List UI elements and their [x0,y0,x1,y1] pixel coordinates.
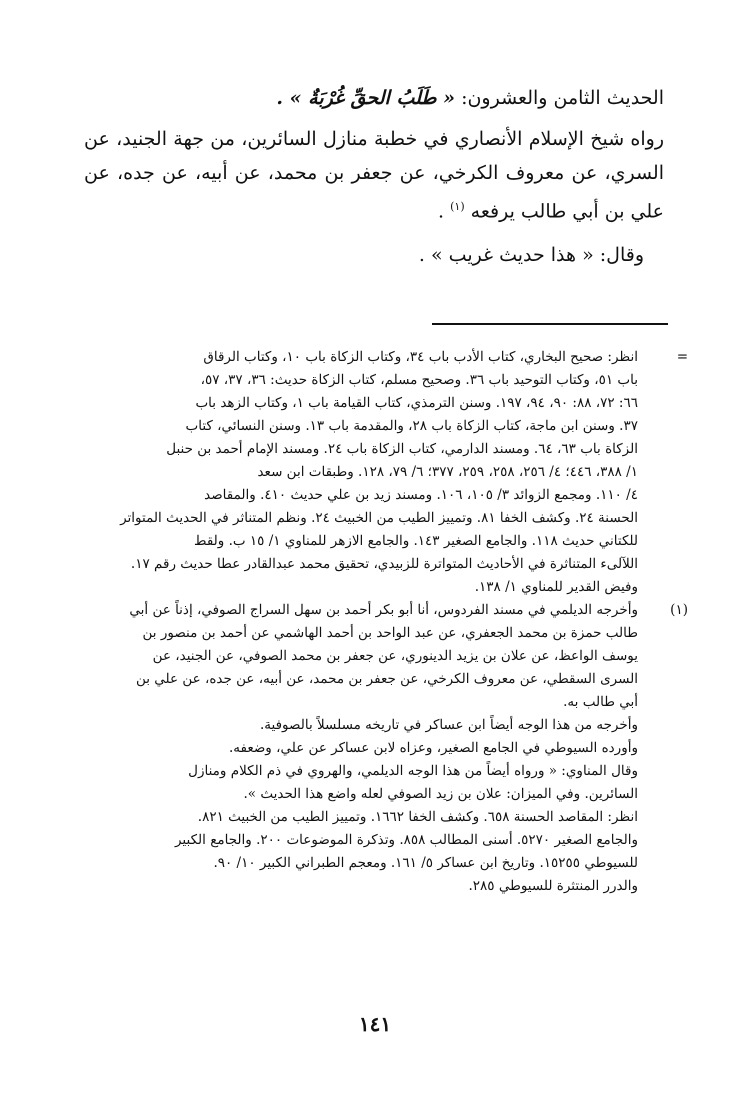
footnote-line: يوسف الواعظ، عن علان بن يزيد الدينوري، عن جعفر بن محمد الصوفي، عن الجنيد، عن [152,648,638,664]
footnote-1-number: (١) [670,602,688,618]
continuation-mark: = [676,349,688,365]
footnote-line: وأخرجه من هذا الوجه أيضاً ابن عساكر في تاريخه مسلسلاً بالصوفية. [259,717,638,733]
footnote-continuation [64,346,688,599]
footnote-1 [64,599,688,898]
footnote-line: وقال المناوي: « ورواه أيضاً من هذا الوجه الديلمي، والهروي في ذم الكلام ومنازل [188,763,638,779]
footnote-line: الزكاة باب ٦٣، ٦٤. ومسند الدارمي، كتاب الزكاة باب ٢٤. ومسند الإمام أحمد بن حنبل [166,441,638,457]
footnote-line: ١/ ٣٨٨، ٤٤٦؛ ٤/ ٢٥٦، ٢٥٨، ٢٥٩، ٣٧٧؛ ٦/ ٧٩، ١٢٨. وطبقات ابن سعد [257,464,638,480]
footnote-divider [432,323,668,325]
hadith-section [84,82,664,272]
narration-text: رواه شيخ الإسلام الأنصاري في خطبة منازل السائرين، من جهة الجنيد، عن السري، عن معروف الكرخي، عن جعفر بن محمد، عن أبيه، عن جده، عن علي بن أبي طالب يرفعه [84,128,664,223]
footnotes-section [64,346,688,898]
footnote-line: طالب حمزة بن محمد الجعفري، عن عبد الواحد بن أحمد الهاشمي عن أحمد بن منصور بن [142,625,638,641]
footnote-line: والجامع الصغير ٥٢٧٠. أسنى المطالب ٨٥٨. وتذكرة الموضوعات ٢٠٠. والجامع الكبير [174,832,638,848]
footnote-line: للسيوطي ١٥٢٥٥. وتاريخ ابن عساكر ٥/ ١٦١. ومعجم الطبراني الكبير ١٠/ ٩٠. [213,855,638,871]
footnote-line: ٦٦: ٧٢، ٨٨: ٩٠، ٩٤، ١٩٧. وسنن الترمذي، كتاب القيامة باب ١، وكتاب الزهد باب [195,395,638,411]
hadith-heading [84,82,664,114]
footnote-line: انظر: المقاصد الحسنة ٦٥٨. وكشف الخفا ١٦٦٢. وتمييز الطيب من الخبيث ٨٢١. [197,809,638,825]
footnote-ref[interactable]: (١) [450,200,465,213]
footnote-line: وفيض القدير للمناوي ١/ ١٣٨. [474,579,638,595]
footnote-line: ٣٧. وسنن ابن ماجة، كتاب الزكاة باب ٢٨، والمقدمة باب ١٣. وسنن النسائي، كتاب [185,418,638,434]
hadith-narration [84,122,664,228]
footnote-line: وأورده السيوطي في الجامع الصغير، وعزاه لابن عساكر عن علي، وضعفه. [228,740,638,756]
hadith-heading-prefix: الحديث الثامن والعشرون: [461,87,664,109]
footnote-line: والدرر المنتثرة للسيوطي ٢٨٥. [468,878,638,894]
footnote-line: الحسنة ٢٤. وكشف الخفا ٨١. وتمييز الطيب من الخبيث ٢٤. ونظم المتناثر في الحديث المتواتر [120,510,638,526]
footnote-line: ٤/ ١١٠. ومجمع الزوائد ٣/ ١٠٥، ١٠٦. ومسند زيد بن علي حديث ٤١٠. والمقاصد [204,487,638,503]
footnote-line: السرى السقطي، عن معروف الكرخي، عن جعفر بن محمد، عن أبيه، عن جده، عن علي بن [135,671,638,687]
footnote-line: وأخرجه الديلمي في مسند الفردوس، أنا أبو بكر أحمد بن سهل السراج الصوفي، إذناً عن أبي [129,602,638,618]
footnote-line: انظر: صحيح البخاري، كتاب الأدب باب ٣٤، وكتاب الزكاة باب ١٠، وكتاب الرقاق [203,349,638,365]
narration-end: . [438,200,445,223]
footnote-line: للكتاني حديث ١١٨. والجامع الصغير ١٤٣. والجامع الازهر للمناوي ١/ ١٥ ب. ولقط [194,533,638,549]
page-number: ١٤١ [358,1012,392,1036]
footnote-line: أبي طالب به. [563,694,638,710]
footnote-line: السائرين. وفي الميزان: علان بن زيد الصوفي لعله واضع هذا الحديث ». [243,786,638,802]
footnote-line: باب ٥١، وكتاب التوحيد باب ٣٦. وصحيح مسلم، كتاب الزكاة حديث: ٣٦، ٣٧، ٥٧، [200,372,638,388]
hadith-title: « طَلَبُ الحقِّ غُرْبَةٌ » . [276,87,456,109]
footnote-line: اللآلىء المتناثرة في الأحاديث المتواترة للزبيدي، تحقيق محمد عبدالقادر عطا حديث رقم ١٧. [130,556,638,572]
hadith-grading: وقال: « هذا حديث غريب » . [418,244,644,267]
